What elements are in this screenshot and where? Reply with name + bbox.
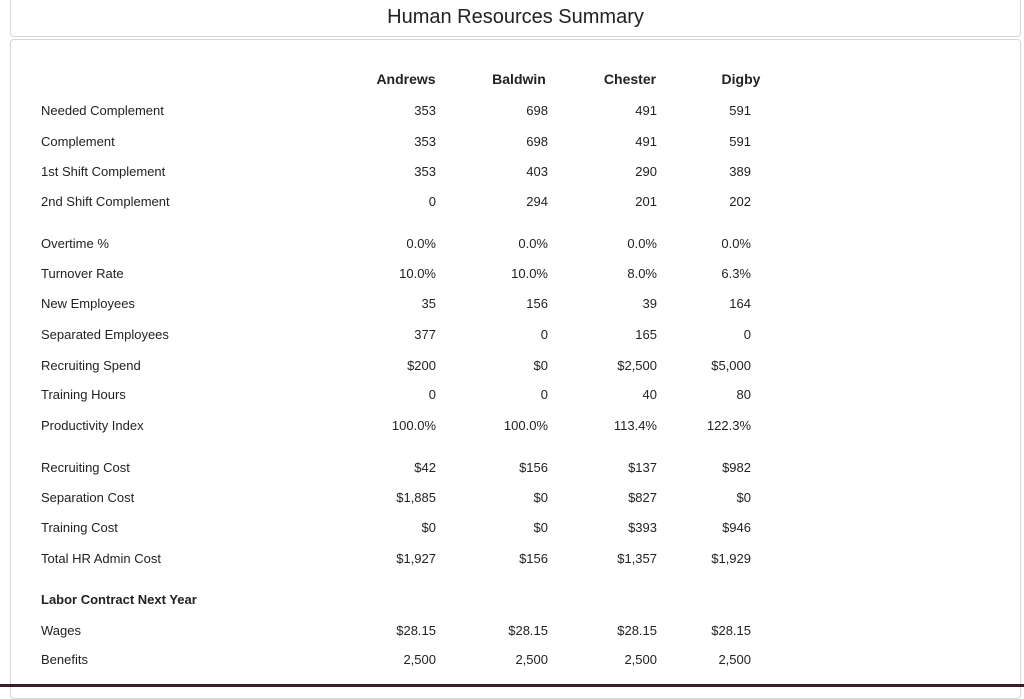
cell-digby: 80 xyxy=(736,387,751,402)
table-row xyxy=(11,234,1022,254)
table-row xyxy=(11,356,1022,376)
row-label: Needed Complement xyxy=(41,103,164,118)
column-header-row xyxy=(11,69,1022,89)
cell-baldwin: 294 xyxy=(526,194,548,209)
cell-andrews: $1,885 xyxy=(396,490,436,505)
cell-andrews: 377 xyxy=(414,327,436,342)
row-label: Separated Employees xyxy=(41,327,169,342)
table-row xyxy=(11,650,1022,670)
cell-andrews: $28.15 xyxy=(396,623,436,638)
cell-digby: 2,500 xyxy=(718,652,751,667)
cell-baldwin: 2,500 xyxy=(515,652,548,667)
table-row xyxy=(11,621,1022,641)
row-label: Overtime % xyxy=(41,236,109,251)
cell-digby: 0 xyxy=(743,327,751,342)
cell-andrews: $1,927 xyxy=(396,551,436,566)
table-row xyxy=(11,192,1022,212)
row-label: Training Cost xyxy=(41,520,118,535)
column-header-baldwin: Baldwin xyxy=(492,71,546,87)
cell-baldwin: 156 xyxy=(526,296,548,311)
cell-baldwin: 100.0% xyxy=(503,418,548,433)
cell-chester: $137 xyxy=(628,460,657,475)
cell-digby: 122.3% xyxy=(706,418,751,433)
cell-baldwin: 0.0% xyxy=(518,236,548,251)
cell-digby: $1,929 xyxy=(711,551,751,566)
table-row xyxy=(11,518,1022,538)
cell-baldwin: 0 xyxy=(540,327,548,342)
row-label: 1st Shift Complement xyxy=(41,164,166,179)
cell-digby: 591 xyxy=(729,103,751,118)
cell-baldwin: 698 xyxy=(526,134,548,149)
cell-chester: $393 xyxy=(628,520,657,535)
cell-chester: 8.0% xyxy=(627,266,657,281)
cell-baldwin: 0 xyxy=(540,387,548,402)
cell-chester: 290 xyxy=(635,164,657,179)
title-bar xyxy=(10,0,1021,37)
row-label: Benefits xyxy=(41,652,88,667)
cell-andrews: 100.0% xyxy=(391,418,436,433)
column-header-andrews: Andrews xyxy=(376,71,436,87)
row-label: Productivity Index xyxy=(41,418,144,433)
table-row xyxy=(11,264,1022,284)
cell-andrews: 353 xyxy=(414,103,436,118)
cell-baldwin: 10.0% xyxy=(511,266,548,281)
cell-chester: $2,500 xyxy=(617,358,657,373)
cell-andrews: 0 xyxy=(428,194,436,209)
table-row xyxy=(11,101,1022,121)
cell-chester: 40 xyxy=(642,387,657,402)
row-label: Separation Cost xyxy=(41,490,135,505)
row-label: 2nd Shift Complement xyxy=(41,194,170,209)
cell-digby: 389 xyxy=(729,164,751,179)
cell-digby: $28.15 xyxy=(711,623,751,638)
hr-summary-panel xyxy=(10,39,1021,699)
cell-chester: 165 xyxy=(635,327,657,342)
cell-digby: 591 xyxy=(729,134,751,149)
cell-baldwin: $0 xyxy=(533,520,548,535)
cell-chester: $1,357 xyxy=(617,551,657,566)
row-label: Wages xyxy=(41,623,81,638)
cell-andrews: 0 xyxy=(428,387,436,402)
table-row xyxy=(11,416,1022,436)
cell-andrews: 353 xyxy=(414,164,436,179)
cell-baldwin: $28.15 xyxy=(508,623,548,638)
table-row xyxy=(11,458,1022,478)
row-label: Turnover Rate xyxy=(41,266,124,281)
cell-andrews: $0 xyxy=(421,520,436,535)
cell-chester: 491 xyxy=(635,103,657,118)
cell-digby: 164 xyxy=(729,296,751,311)
cell-chester: $28.15 xyxy=(617,623,657,638)
row-label: Complement xyxy=(41,134,115,149)
cell-chester: 113.4% xyxy=(613,418,657,433)
table-row xyxy=(11,294,1022,314)
cell-chester: 491 xyxy=(635,134,657,149)
cell-chester: 2,500 xyxy=(624,652,657,667)
row-label: Recruiting Cost xyxy=(41,460,130,475)
cell-andrews: 2,500 xyxy=(403,652,436,667)
cell-digby: 6.3% xyxy=(721,266,751,281)
section-title-label: Labor Contract Next Year xyxy=(41,592,197,607)
cell-andrews: 353 xyxy=(414,134,436,149)
cell-baldwin: $156 xyxy=(519,551,548,566)
cell-chester: 0.0% xyxy=(627,236,657,251)
cell-digby: 0.0% xyxy=(721,236,751,251)
row-label: Recruiting Spend xyxy=(41,358,141,373)
cell-chester: $827 xyxy=(628,490,657,505)
cell-baldwin: $0 xyxy=(533,358,548,373)
cell-andrews: $42 xyxy=(414,460,436,475)
row-label: New Employees xyxy=(41,296,135,311)
page-title: Human Resources Summary xyxy=(387,6,644,28)
row-label: Training Hours xyxy=(41,387,126,402)
column-header-chester: Chester xyxy=(603,71,657,87)
cell-chester: 201 xyxy=(635,194,657,209)
cell-digby: $5,000 xyxy=(711,358,751,373)
table-row xyxy=(11,385,1022,405)
cell-digby: 202 xyxy=(729,194,751,209)
cell-andrews: 35 xyxy=(421,296,436,311)
cell-chester: 39 xyxy=(642,296,657,311)
cell-digby: $946 xyxy=(722,520,751,535)
table-row xyxy=(11,549,1022,569)
cell-andrews: 10.0% xyxy=(399,266,436,281)
section-title-labor-contract xyxy=(11,590,1022,610)
table-row xyxy=(11,325,1022,345)
cell-baldwin: 698 xyxy=(526,103,548,118)
table-row xyxy=(11,488,1022,508)
cell-baldwin: 403 xyxy=(526,164,548,179)
cell-andrews: $200 xyxy=(407,358,436,373)
table-row xyxy=(11,162,1022,182)
row-label: Total HR Admin Cost xyxy=(41,551,161,566)
table-row xyxy=(11,132,1022,152)
cell-digby: $0 xyxy=(736,490,751,505)
cell-baldwin: $156 xyxy=(519,460,548,475)
cell-andrews: 0.0% xyxy=(406,236,436,251)
cell-baldwin: $0 xyxy=(533,490,548,505)
column-header-digby: Digby xyxy=(721,71,761,87)
cell-digby: $982 xyxy=(722,460,751,475)
